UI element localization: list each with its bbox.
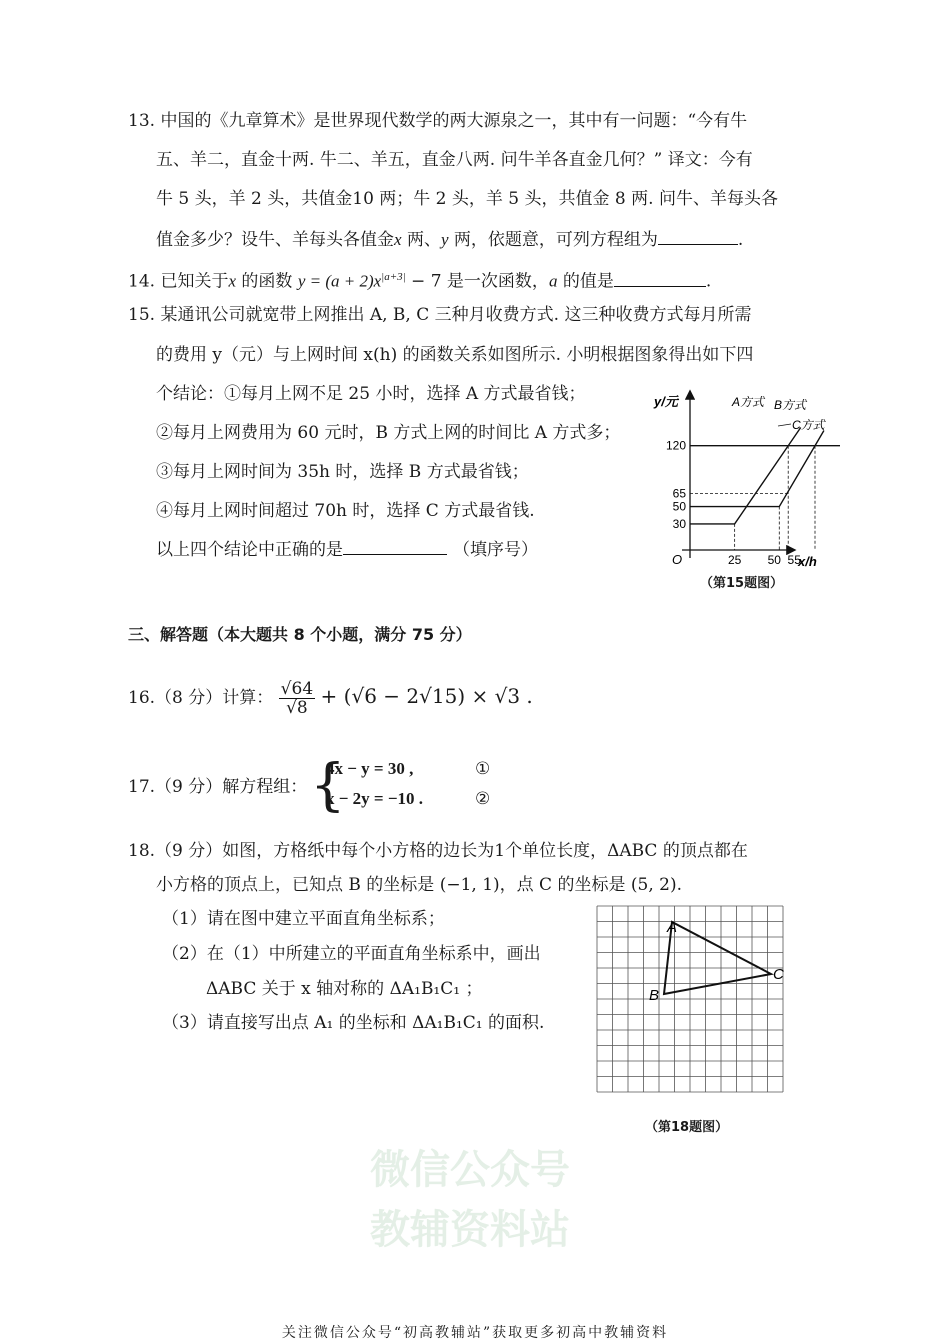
- q14-answer-blank[interactable]: [614, 270, 706, 287]
- q17-mark1: ①: [475, 759, 491, 779]
- q13-line3: 牛 5 头，羊 2 头，共值金10 两；牛 2 头，羊 5 头，共值金 8 两. 问牛、羊每头各: [156, 189, 778, 209]
- q18-part2b: ΔABC 关于 x 轴对称的 ΔA₁B₁C₁ ；: [206, 979, 483, 999]
- q15-text: 以上四个结论中正确的是: [156, 540, 343, 560]
- q14-var-x: x: [228, 271, 236, 291]
- q14-text: 14. 已知关于: [128, 271, 229, 292]
- q14-var-a: a: [548, 271, 558, 291]
- section3-title: 三、解答题（本大题共 8 个小题，满分 75 分）: [128, 625, 472, 644]
- vertex-a-label: A: [667, 919, 678, 936]
- q13-text: 值金多少？设牛、羊每头各值金: [156, 230, 394, 250]
- q17-mark2: ②: [475, 789, 491, 809]
- series-label-c-leader: [778, 424, 791, 426]
- q13-line2: 五、羊二，直金十两. 牛二、羊五，直金八两. 问牛羊各直金几何？” 译文：今有: [156, 150, 753, 170]
- q15-chart-caption: （第15题图）: [700, 576, 784, 591]
- y-tick-label-30: 30: [672, 516, 686, 531]
- vertex-c-label: C: [773, 966, 784, 983]
- q17-brace: {: [310, 753, 346, 818]
- origin-label: O: [672, 552, 683, 567]
- q13-text3: 两，依题意，可列方程组为: [448, 230, 658, 250]
- q13-var-y: y: [440, 230, 449, 249]
- x-tick-label-55: 55: [787, 553, 801, 567]
- q18-part2a: （2）在（1）中所建立的平面直角坐标系中，画出: [162, 944, 541, 964]
- q15-line1: 15. 某通讯公司就宽带上网推出 A, B, C 三种月收费方式. 这三种收费方式每月所需: [128, 305, 752, 325]
- q18-figure-caption: （第18题图）: [645, 1120, 729, 1135]
- q18-line2: 小方格的顶点上，已知点 B 的坐标是 (−1, 1)，点 C 的坐标是 (5, 2).: [156, 875, 682, 895]
- q18-line1: 18.（9 分）如图，方格纸中每个小方格的边长为1个单位长度，ΔABC 的顶点都在: [128, 841, 748, 861]
- watermark-line1: 微信公众号: [370, 1147, 570, 1193]
- x-tick-label-50: 50: [767, 553, 781, 567]
- q16-numerator: √64: [280, 679, 314, 699]
- q13-line4: [156, 228, 743, 251]
- q14-exponent: |a+3|: [381, 271, 406, 283]
- q16-text: 16.（8 分）计算：: [128, 688, 274, 708]
- x-axis-label: x/h: [798, 554, 817, 569]
- y-tick-label-120: 120: [665, 438, 686, 453]
- q15-answer-blank[interactable]: [343, 538, 447, 555]
- series-line-a: [690, 427, 801, 523]
- watermark-line2: 教辅资料站: [370, 1207, 570, 1253]
- q16-fraction: [279, 680, 315, 717]
- q13-answer-blank[interactable]: [658, 228, 738, 245]
- q17-eq2: x − 2y = −10 .: [326, 789, 424, 808]
- series-label-a: A方式: [732, 395, 765, 409]
- q14-text4: 的值是: [557, 271, 614, 292]
- q15-chart: [648, 386, 848, 586]
- q14-end: .: [705, 271, 712, 292]
- q14-formula: y = (a + 2)x: [297, 271, 382, 291]
- q16-expression: + (√6 − 2√15) × √3 .: [320, 684, 533, 708]
- q18-grid-figure: [594, 904, 794, 1100]
- q14-text2: 的函数: [236, 271, 298, 292]
- q14-line: [128, 266, 711, 293]
- y-tick-label-50: 50: [672, 499, 686, 514]
- q15-line2: 的费用 y（元）与上网时间 x(h) 的函数关系如图所示. 小明根据图象得出如下四: [156, 345, 754, 365]
- q13-text2: 两、: [401, 230, 441, 250]
- q15-line3: 个结论：①每月上网不足 25 小时，选择 A 方式最省钱；: [156, 384, 586, 404]
- q14-text3: 是一次函数，: [441, 271, 549, 292]
- q13-end: .: [737, 230, 744, 250]
- series-label-c: C方式: [792, 418, 825, 432]
- vertex-b-label: B: [649, 987, 660, 1004]
- q15-line5: ③每月上网时间为 35h 时，选择 B 方式最省钱；: [156, 462, 529, 482]
- q17-label: 17.（9 分）解方程组：: [128, 777, 308, 797]
- q15-hint: （填序号）: [453, 540, 538, 560]
- x-tick-label-25: 25: [727, 553, 742, 567]
- y-axis-label: y/元: [654, 394, 678, 409]
- q18-part3: （3）请直接写出点 A₁ 的坐标和 ΔA₁B₁C₁ 的面积.: [162, 1013, 545, 1033]
- q15-line7: [156, 538, 538, 561]
- q15-line6: ④每月上网时间超过 70h 时，选择 C 方式最省钱.: [156, 501, 535, 521]
- series-line-b: [690, 431, 824, 507]
- q16-denominator: √8: [286, 698, 308, 718]
- q14-formula-tail: − 7: [405, 271, 442, 292]
- q17-eq1: 4x − y = 30 ,: [326, 759, 414, 778]
- series-label-b: B方式: [774, 398, 807, 412]
- q16-line: [128, 676, 533, 720]
- footer-note: 关注微信公众号“初高教辅站”获取更多初高中教辅资料: [281, 1325, 669, 1341]
- q18-part1: （1）请在图中建立平面直角坐标系；: [162, 909, 445, 929]
- q13-var-x: x: [394, 230, 402, 249]
- q15-line4: ②每月上网费用为 60 元时，B 方式上网的时间比 A 方式多；: [156, 423, 621, 443]
- q13-line1: 13. 中国的《九章算术》是世界现代数学的两大源泉之一，其中有一问题：“今有牛: [128, 111, 748, 131]
- y-tick-label-65: 65: [672, 486, 686, 501]
